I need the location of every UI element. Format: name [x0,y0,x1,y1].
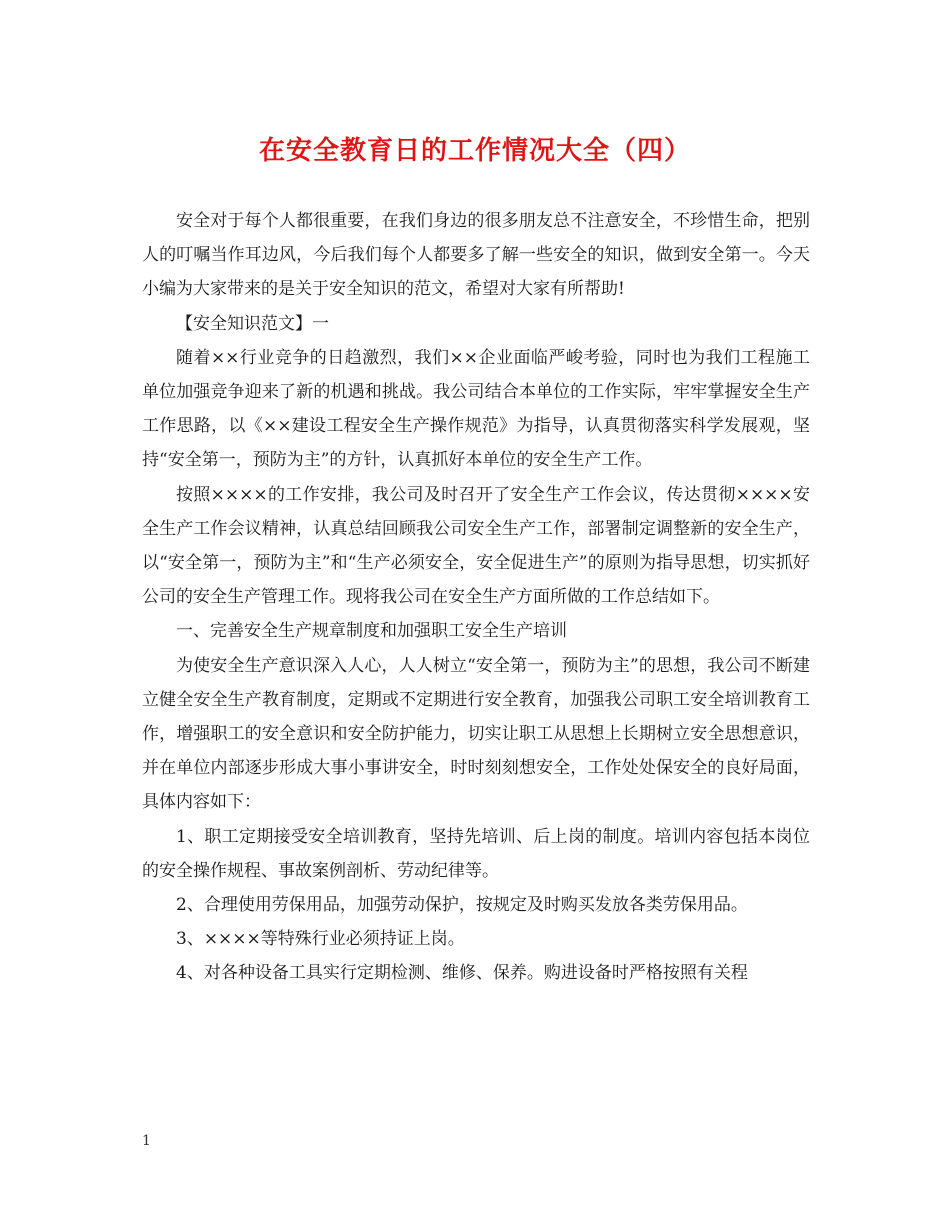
document-body [142,204,810,991]
document-title: 在安全教育日的工作情况大全（四） [258,136,691,166]
list-item-1: 1、职工定期接受安全培训教育，坚持先培训、后上岗的制度。培训内容包括本岗位的安全操作规程、事故案例剖析、劳动纪律等。 [142,826,810,881]
list-item-4: 4、对各种设备工具实行定期检测、维修、保养。购进设备时严格按照有关程 [176,963,748,984]
list-item-2: 2、合理使用劳保用品，加强劳动保护，按规定及时购买发放各类劳保用品。 [176,895,748,916]
page-number: 1 [142,1133,151,1149]
paragraph-intro: 安全对于每个人都很重要，在我们身边的很多朋友总不注意安全，不珍惜生命，把别人的叮嘱当作耳边风，今后我们每个人都要多了解一些安全的知识，做到安全第一。今天小编为大家带来的是关于安全知识的范文，希望对大家有所帮助! [142,211,810,300]
section-heading-sample-1: 【安全知识范文】一 [176,313,329,334]
list-item-3: 3、××××等特殊行业必须持证上岗。 [176,929,465,950]
paragraph-arrangement: 按照××××的工作安排，我公司及时召开了安全生产工作会议，传达贯彻××××安全生产工作会议精神，认真总结回顾我公司安全生产工作，部署制定调整新的安全生产，以“安全第一，预防为主”和“生产必须安全，安全促进生产”的原则为指导思想，切实抓好公司的安全生产管理工作。现将我公司在安全生产方面所做的工作总结如下。 [142,484,810,608]
section-heading-1: 一、完善安全生产规章制度和加强职工安全生产培训 [176,621,567,642]
paragraph-background: 随着××行业竞争的日趋激烈，我们××企业面临严峻考验，同时也为我们工程施工单位加强竞争迎来了新的机遇和挑战。我公司结合本单位的工作实际，牢牢掌握安全生产工作思路，以《××建设工程安全生产操作规范》为指导，认真贯彻落实科学发展观，坚持“安全第一，预防为主”的方针，认真抓好本单位的安全生产工作。 [142,347,810,471]
paragraph-training: 为使安全生产意识深入人心，人人树立“安全第一，预防为主”的思想，我公司不断建立健全安全生产教育制度，定期或不定期进行安全教育，加强我公司职工安全培训教育工作，增强职工的安全意识和安全防护能力，切实让职工从思想上长期树立安全思想意识，并在单位内部逐步形成大事小事讲安全，时时刻刻想安全，工作处处保安全的良好局面，具体内容如下： [142,655,810,813]
